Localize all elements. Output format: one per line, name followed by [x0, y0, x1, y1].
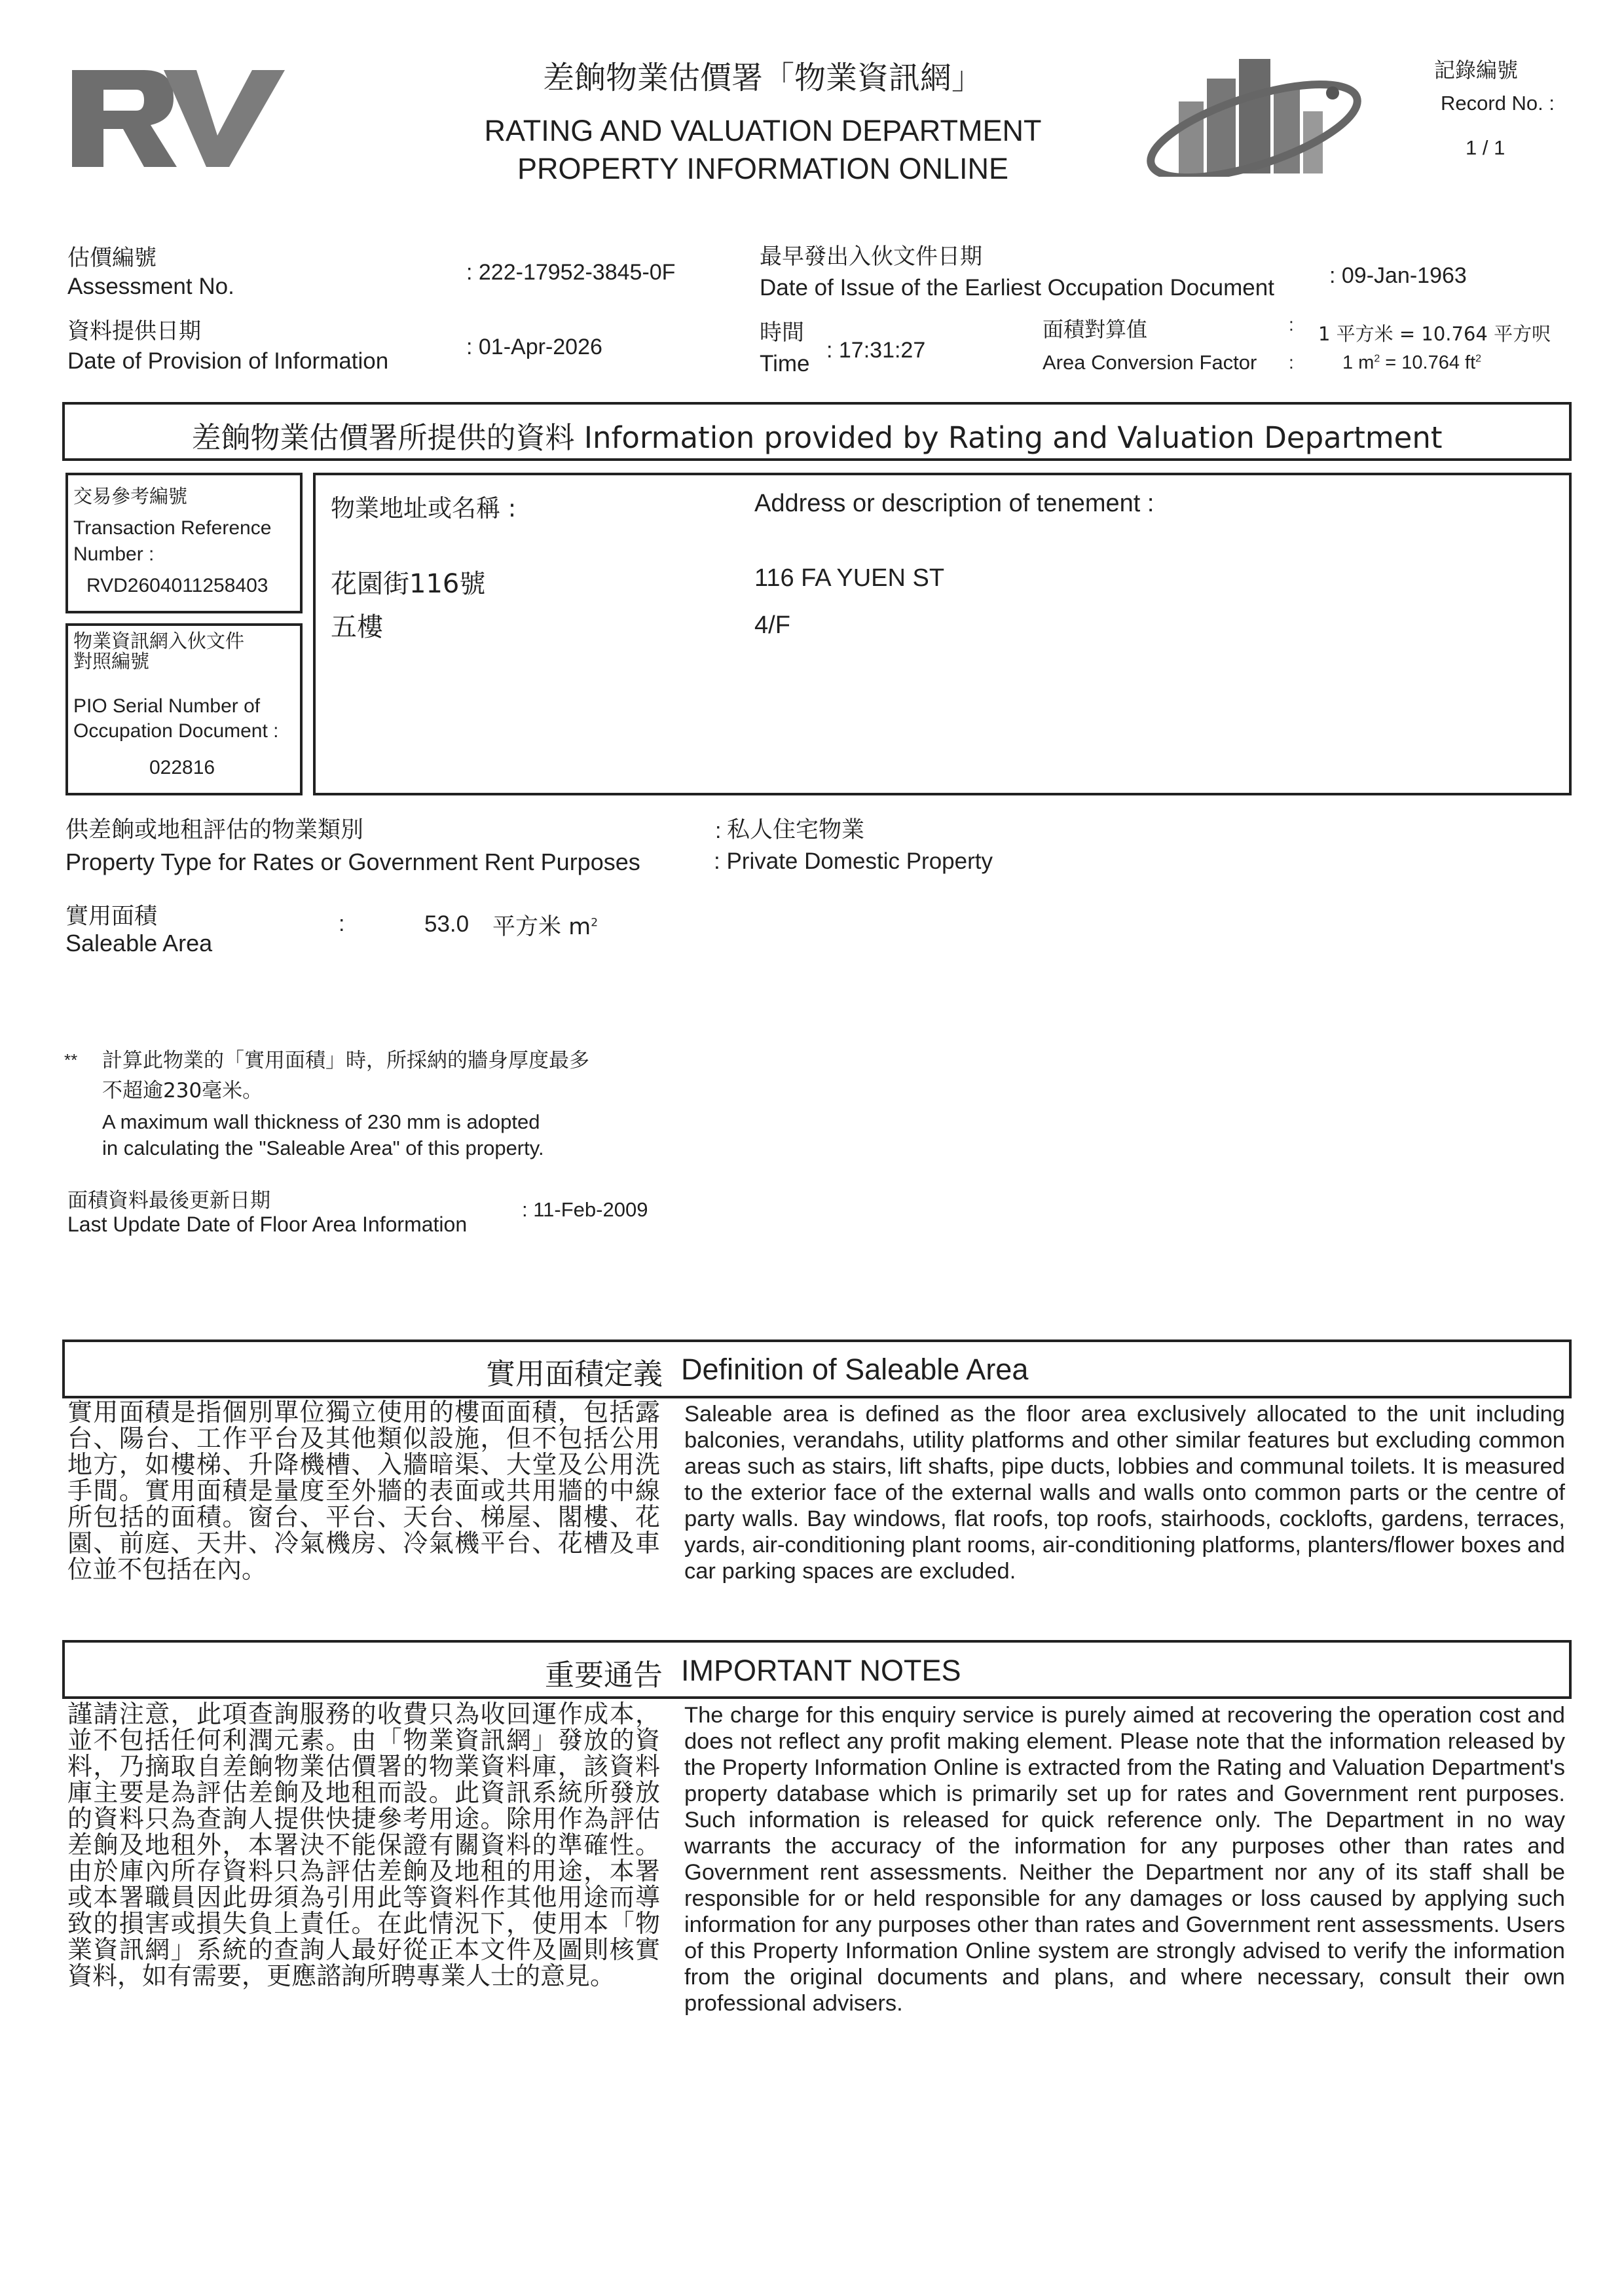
building-emblem-graphic — [1143, 52, 1372, 177]
record-label-zh: 記錄編號 — [1434, 58, 1519, 82]
address-en-line2: 4/F — [754, 611, 790, 639]
area-conversion-ft: = 10.764 ft — [1380, 352, 1476, 373]
last-update-label-en: Last Update Date of Floor Area Information — [67, 1212, 468, 1236]
saleable-area-value: 53.0 — [424, 911, 470, 937]
property-type-label-en: Property Type for Rates or Government Rent Purposes — [65, 848, 640, 875]
info-section-heading: 差餉物業估價署所提供的資料 Information provided by Rating and Valuation Department — [191, 420, 1443, 455]
transaction-reference-value: RVD2604011258403 — [86, 575, 268, 596]
transaction-reference-label-en-2: Number : — [73, 543, 155, 565]
important-notes-heading-zh: 重要通告 — [544, 1658, 663, 1692]
important-notes-heading-en: IMPORTANT NOTES — [681, 1654, 961, 1687]
area-conversion-m: 1 m — [1342, 352, 1375, 373]
saleable-area-unit — [492, 909, 598, 941]
area-conversion-label-zh: 面積對算值 — [1043, 317, 1148, 342]
title-english-line2: PROPERTY INFORMATION ONLINE — [517, 152, 1009, 185]
occupation-date-value: : 09-Jan-1963 — [1329, 263, 1467, 288]
saleable-area-colon: : — [339, 911, 345, 936]
assessment-label-en: Assessment No. — [67, 274, 234, 299]
note-marker: ** — [64, 1050, 78, 1070]
record-label-en: Record No. : — [1441, 92, 1555, 115]
pio-serial-label-zh-2: 對照編號 — [73, 649, 150, 672]
rv-logo-graphic — [65, 62, 288, 173]
area-conversion-colon-1: : — [1289, 314, 1294, 335]
assessment-label-zh: 估價編號 — [67, 245, 157, 271]
superscript-2: 2 — [1374, 353, 1380, 365]
definition-heading-en: Definition of Saleable Area — [681, 1353, 1029, 1386]
last-update-value: : 11-Feb-2009 — [522, 1198, 648, 1221]
definition-text-en: Saleable area is defined as the floor area exclusively allocated to the unit including balconies, verandahs, utility platforms and other similar features but excluding common areas such as stairs, lift shafts, pipe ducts, lobbies and communal toilets. It is measured to the exterior face of the external walls and walls onto common parts or the centre of party walls. Bay windows, flat roofs, top roofs, stairhoods, cocklofts, gardens, terraces, yards, air-conditioning plant rooms, air-conditioning platforms, planters/flower boxes and car parking spaces are excluded. — [684, 1402, 1565, 1584]
last-update-label-zh: 面積資料最後更新日期 — [67, 1189, 270, 1212]
title-chinese: 差餉物業估價署「物業資訊網」 — [542, 60, 983, 96]
provision-date-label-zh: 資料提供日期 — [67, 318, 201, 344]
pio-serial-label-zh — [73, 630, 244, 673]
assessment-number: : 222-17952-3845-0F — [466, 260, 676, 285]
pio-serial-label-zh-1: 物業資訊網入伙文件 — [73, 630, 245, 652]
pio-serial-value: 022816 — [149, 757, 215, 778]
wall-note-en-2: in calculating the "Saleable Area" of this property. — [102, 1137, 544, 1159]
rv-logo — [65, 62, 288, 173]
address-en-line1: 116 FA YUEN ST — [754, 564, 945, 592]
definition-text-zh: 實用面積是指個別單位獨立使用的樓面面積，包括露台、陽台、工作平台及其他類似設施，但不包括公用地方，如樓梯、升降機槽、入牆暗渠、大堂及公用洗手間。實用面積是量度至外牆的表面或共用牆的中線所包括的面積。窗台、平台、天台、梯屋、閣樓、花園、前庭、天井、冷氣機房、冷氣機平台、花槽及車位並不包括在內。 — [67, 1398, 660, 1584]
transaction-reference-label-en-1: Transaction Reference — [73, 517, 272, 539]
record-number: 1 / 1 — [1466, 136, 1505, 159]
saleable-area-label-zh: 實用面積 — [65, 903, 158, 930]
property-type-label-zh: 供差餉或地租評估的物業類別 — [65, 817, 364, 843]
area-conversion-label-en: Area Conversion Factor — [1043, 351, 1257, 374]
important-notes-text-en: The charge for this enquiry service is purely aimed at recovering the operation cost and does not reflect any profit making element. Please note that the information released by the Property Information Online is extracted from the Rating and Valuation Department's property database which is primarily set up for rates and Government rent purposes. Such information is released for quick reference only. The Department in no way warrants the accuracy of the information for any purposes other than rates and Government rent assessments. Neither the Department nor any of its staff shall be responsible for or held responsible for any damages or loss caused by applying such information for any purposes other than rates and Government rent assessments. Users of this Property Information Online system are strongly advised to verify the information from the original documents and plans, and where necessary, consult their own professional advisers. — [684, 1703, 1565, 2016]
saleable-area-unit-text: 平方米 m — [492, 914, 591, 940]
provision-date-value: : 01-Apr-2026 — [466, 335, 602, 359]
superscript-2: 2 — [1475, 353, 1482, 365]
important-notes-text-zh: 謹請注意，此項查詢服務的收費只為收回運作成本，並不包括任何利潤元素。由「物業資訊網」發放的資料，乃摘取自差餉物業估價署的物業資料庫，該資料庫主要是為評估差餉及地租而設。此資訊系統所發放的資料只為查詢人提供快捷參考用途。除用作為評估差餉及地租外，本署決不能保證有關資料的準確性。由於庫內所存資料只為評估差餉及地租的用途，本署或本署職員因此毋須為引用此等資料作其他用途而導致的損害或損失負上責任。在此情況下，使用本「物業資訊網」系統的查詢人最好從正本文件及圖則核實資料，如有需要，更應諮詢所聘專業人士的意見。 — [67, 1700, 660, 1990]
property-type-colon: : — [715, 818, 722, 843]
time-label-en: Time — [760, 351, 810, 376]
address-zh-line1: 花園街116號 — [331, 569, 486, 599]
wall-note-zh-2: 不超逾230毫米。 — [102, 1079, 263, 1102]
building-emblem — [1143, 52, 1372, 177]
property-type-value-en: : Private Domestic Property — [714, 848, 993, 874]
property-type-value-zh: 私人住宅物業 — [727, 817, 865, 843]
area-conversion-colon-2: : — [1289, 352, 1294, 373]
provision-date-label-en: Date of Provision of Information — [67, 348, 389, 374]
wall-note-en-1: A maximum wall thickness of 230 mm is adopted — [102, 1110, 540, 1133]
definition-heading-zh: 實用面積定義 — [485, 1357, 663, 1391]
saleable-area-label-en: Saleable Area — [65, 930, 213, 957]
pio-serial-label-en-2: Occupation Document : — [73, 720, 279, 742]
wall-note-zh-1: 計算此物業的「實用面積」時，所採納的牆身厚度最多 — [102, 1049, 589, 1072]
superscript-2: 2 — [591, 916, 599, 930]
transaction-reference-label-zh: 交易參考編號 — [73, 485, 188, 507]
pio-serial-label-en-1: PIO Serial Number of — [73, 695, 261, 717]
title-english-line1: RATING AND VALUATION DEPARTMENT — [484, 114, 1042, 147]
occupation-date-label-en: Date of Issue of the Earliest Occupation Document — [760, 275, 1274, 301]
time-label-zh: 時間 — [760, 319, 804, 346]
occupation-date-label-zh: 最早發出入伙文件日期 — [760, 244, 982, 270]
time-value: : 17:31:27 — [826, 338, 926, 363]
address-label-en: Address or description of tenement : — [754, 490, 1154, 517]
address-label-zh: 物業地址或名稱 : — [331, 494, 517, 522]
address-zh-line2: 五樓 — [331, 612, 383, 642]
area-conversion-value-zh: 1 平方米 = 10.764 平方呎 — [1318, 323, 1551, 345]
area-conversion-value-en — [1342, 352, 1481, 374]
